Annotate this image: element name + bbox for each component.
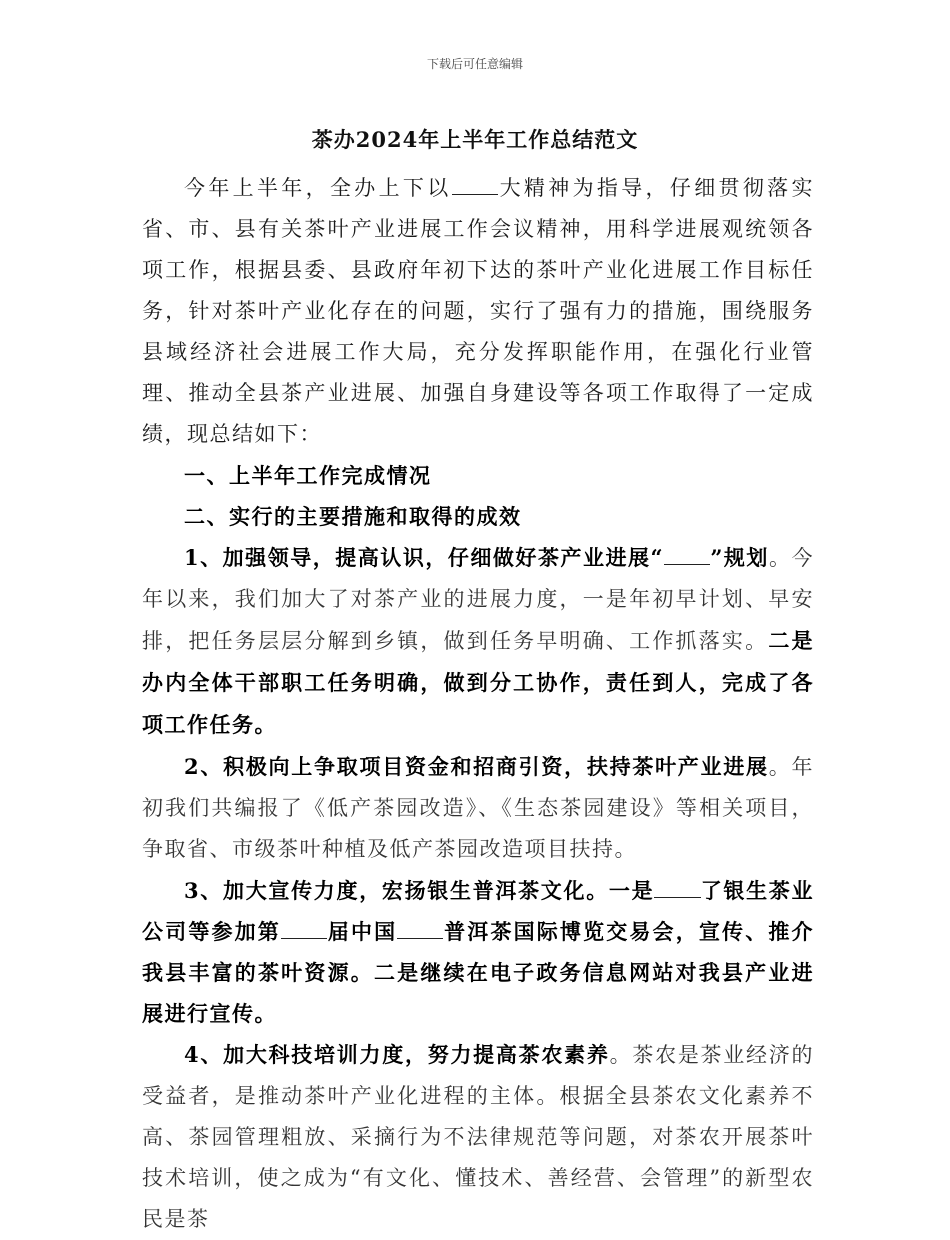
item-3-text-2: 了银生茶业公司等参加第 <box>142 878 814 944</box>
item-4-body: 。茶农是茶业经济的受益者，是推动茶叶产业化进程的主体。根据全县茶农文化素养不高、茶园管理粗放、采摘行为不法律规范等问题，对茶农开展茶叶技术培训，使之成为“有文化、懂技术、善经营、会管理”的新型农民是茶 <box>142 1043 814 1231</box>
section-heading-2: 二、实行的主要措施和取得的成效 <box>184 504 522 529</box>
document-title: 茶办2024年上半年工作总结范文 <box>311 127 639 152</box>
intro-paragraph <box>142 168 814 455</box>
header-note: 下载后可任意编辑 <box>426 57 523 71</box>
item-2-body: 。年初我们共编报了《低产茶园改造》、《生态茶园建设》等相关项目，争取省、市级茶叶种植及低产茶园改造项目扶持。 <box>142 755 814 861</box>
intro-text-2: 大精神为指导，仔细贯彻落实省、市、县有关茶叶产业进展工作会议精神，用科学进展观统领各项工作，根据县委、县政府年初下达的茶叶产业化进展工作目标任务，针对茶叶产业化存在的问题，实行了强有力的措施，围绕服务县域经济社会进展工作大局，充分发挥职能作用，在强化行业管理、推动全县茶产业进展、加强自身建设等各项工作取得了一定成绩，现总结如下： <box>142 176 815 446</box>
section-heading-1: 一、上半年工作完成情况 <box>184 463 432 488</box>
blank-line <box>452 175 498 195</box>
blank-line <box>281 919 327 939</box>
blank-line <box>397 919 443 939</box>
item-3-text-3: 届中国 <box>327 919 398 944</box>
blank-line <box>664 545 710 565</box>
item-1-bold-tail: 二是办内全体干部职工任务明确，做到分工协作，责任到人，完成了各项工作任务。 <box>142 628 815 737</box>
item-2-paragraph <box>142 746 814 870</box>
item-3-heading: 3、加大宣传力度，宏扬银生普洱茶文化。 <box>184 878 609 903</box>
intro-text-1: 今年上半年，全办上下以 <box>184 176 452 200</box>
item-1-body: 。今年以来，我们加大了对茶产业的进展力度，一是年初早计划、早安排，把任务层层分解到乡镇，做到任务早明确、工作抓落实。 <box>142 546 814 653</box>
item-3-text-4: 普洱茶国际博览交易会，宣传、推介我县丰富的茶叶资源。二是继续在电子政务信息网站对我县产业进展进行宣传。 <box>142 919 815 1026</box>
item-1-paragraph <box>142 537 814 746</box>
item-4-paragraph <box>142 1034 814 1240</box>
item-4-heading: 4、加大科技培训力度，努力提高茶农素养 <box>184 1042 610 1067</box>
item-2-heading: 2、积极向上争取项目资金和招商引资，扶持茶叶产业进展 <box>184 754 769 779</box>
document-body <box>142 168 814 1240</box>
item-1-heading-b: ”规划 <box>710 545 769 570</box>
item-3-paragraph <box>142 870 814 1034</box>
item-1-heading-a: 1、加强领导，提高认识，仔细做好茶产业进展“ <box>184 545 665 570</box>
blank-line <box>654 878 700 898</box>
item-3-text-1: 一是 <box>608 878 655 903</box>
